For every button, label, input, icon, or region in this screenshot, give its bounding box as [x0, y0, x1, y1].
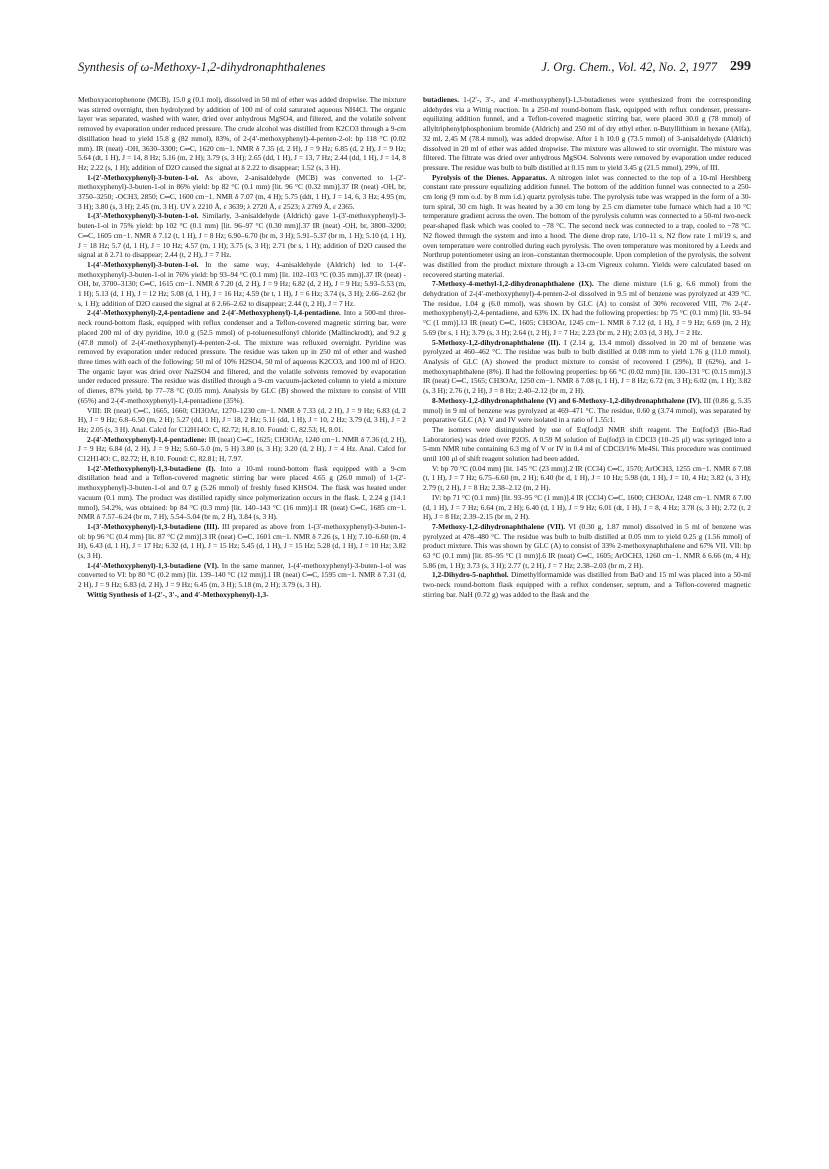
page-header: [78, 60, 751, 82]
paragraph-text: The diene mixture (1.6 g, 6.6 mmol) from the dehydration of 2-(4′-methoxyphenyl)-4-penten-2-ol dissolved in 9.5 ml of benzene was pyrolyzed at 439 °C. The residue, 1.04 g (6.0 mmol), was shown by GLC (A) to consist of 30% recovered VIII, 7% 2-(4′-methoxyphenyl)-2,4-pentadiene, and 63% IX. IX had the following properties: bp 75 °C (0.1 mm) [lit. 93–94 °C (1 mm)].13 IR (neat) C═C, 1605; CH3OAr, 1245 cm−1. NMR δ 7.12 (d, 1 H), J = 9 Hz; 6.69 (m, 2 H); 5.69 (br s, 1 H); 3.79 (s, 3 H); 2.64 (t, 2 H), J = 7 Hz; 2.23 (br m, 2 H); 2.03 (d, 3 H), J = 2 Hz.: [423, 279, 751, 337]
paragraph: [78, 435, 406, 464]
paragraph-heading: 1-(3′-Methoxyphenyl)-3-buten-1-ol.: [87, 211, 199, 221]
paragraph: [78, 522, 406, 561]
paragraph: [78, 95, 406, 173]
paragraph-text: I (2.14 g, 13.4 mmol) dissolved in 20 ml of benzene was pyrolyzed at 460–462 °C. The residue was bulb to bulb distilled at 0.08 mm to yield 1.76 g (11.0 mmol). Analysis of GLC (A) showed the product mixture to consist of recovered I (29%), II (62%), and 1-methoxynaphthalene (8%). II had the following properties: bp 66 °C (0.02 mm) [lit. 130–131 °C (0.15 mm)].3 IR (neat) C═C, 1565; CH3OAr, 1250 cm−1. NMR δ 7.08 (t, 1 H), J = 8 Hz; 6.72 (m, 3 H); 6.02 (m, 1 H); 3.82 (s, 3 H); 2.76 (t, 2 H), J = 8 Hz; 2.40–2.12 (br m, 2 H).: [423, 337, 751, 396]
paragraph-heading: 7-Methoxy-1,2-dihydronaphthalene (VII).: [432, 521, 566, 531]
paragraph-text: V: bp 70 °C (0.04 mm) [lit. 145 °C (23 mm)].2 IR (CCl4) C═C, 1570; ArOCH3, 1255 cm−1. NMR δ 7.08 (t, 1 H), J = 7 Hz; 6.75–6.60 (m, 2 H); 6.40 (br d, 1 H), J = 10 Hz; 5.98 (dt, 1 H), J = 10, 4 Hz; 3.82 (s, 3 H); 2.79 (t, 2 H), J = 8 Hz; 2.38–2.12 (m, 2 H).: [423, 463, 751, 493]
paragraph-text: Into a 500-ml three-neck round-bottom flask, equipped with reflux condenser and a Teflon-covered magnetic stirring bar, were placed 200 ml of dry pyridine, 10.0 g (52.5 mmol) of p-toluenesulfonyl chloride (Mallinckrodt), and 9.2 g (47.8 mmol) of 2-(4′-methoxyphenyl)-4-penten-2-ol. The mixture was refluxed overnight. Pyridine was removed by evaporation under reduced pressure. The residue was taken up in 250 ml of ether and washed three times with each of the following: 50 ml of 10% H2SO4, 50 ml of aqueous K2CO3, and 100 ml of H2O. The organic layer was dried over Na2SO4 and filtered, and the volatile solvents removed by evaporation under reduced pressure. The residue was distilled through a 9-cm vacuum-jacketed column to yield a mixture of dienes, 87% yield, bp 77–78 °C (0.05 mm). Analysis by GLC (B) showed the mixture to consist of VIII (65%) and 2-(4′-methoxyphenyl)-1,4-pentadiene (35%).: [78, 308, 406, 405]
paragraph: [423, 396, 751, 425]
paragraph-heading: 1-(2′-Methoxyphenyl)-3-buten-1-ol.: [87, 172, 199, 182]
paragraph: [78, 211, 406, 260]
paragraph-heading: 1-(2′-Methoxyphenyl)-1,3-butadiene (I).: [87, 463, 216, 473]
paragraph: [78, 308, 406, 405]
paragraph-text: Dimethylformamide was distilled from BaO and 15 ml was placed into a 50-ml two-neck round-bottom flask equipped with a reflux condenser, septum, and a Teflon-covered magnetic stirring bar. NaH (0.72 g) was added to the flask and the: [423, 570, 751, 599]
paragraph: [78, 173, 406, 212]
paragraph-text: VIII: IR (neat) C═C, 1665, 1660; CH3OAr, 1270–1230 cm−1. NMR δ 7.33 (d, 2 H), J = 9 Hz; 6.83 (d, 2 H), J = 9 Hz; 6.8–6.50 (m, 2 H); 5.27 (dd, 1 H), J = 18, 2 Hz; 5.11 (dd, 1 H), J = 10, 2 Hz; 3.79 (d, 3 H), J = 2 Hz; 2.05 (s, 3 H). Anal. Calcd for C12H14O: C, 82.72; H, 8.10. Found: C, 82.53; H, 8.01.: [78, 405, 406, 434]
paragraph: [423, 338, 751, 396]
paragraph-heading: 1-(4′-Methoxyphenyl)-1,3-butadiene (VI).: [87, 560, 219, 570]
paragraph-heading: 1,2-Dihydro-5-naphthol.: [432, 570, 509, 580]
paragraph-heading: 1-(3′-Methoxyphenyl)-1,3-butadiene (III).: [87, 521, 220, 531]
journal-citation: J. Org. Chem., Vol. 42, No. 2, 1977: [541, 60, 717, 74]
paragraph-heading: butadienes.: [423, 95, 459, 104]
running-title: Synthesis of ω-Methoxy-1,2-dihydronaphthalenes: [78, 60, 326, 74]
paragraph-heading: Pyrolysis of the Dienes. Apparatus.: [432, 172, 548, 182]
paragraph-text: In the same way, 4-anisaldehyde (Aldrich) led to 1-(4′-methoxyphenyl)-3-buten-1-ol in 76% yield: bp 93–94 °C (0.1 mm) [lit. 102–103 °C (0.35 mm)].37 IR (neat) -OH, br, 3700–3130; C═C, 1615 cm−1. NMR δ 7.20 (d, 2 H), J = 9 Hz; 6.82 (d, 2 H), J = 9 Hz; 5.93–5.53 (m, 1 H); 5.13 (d, 1 H), J = 12 Hz; 5.08 (d, 1 H), J = 16 Hz; 4.59 (br t, 1 H), J = 6 Hz; 3.74 (s, 3 H); 2.66–2.62 (br s, 1 H); addition of D2O caused the signal at δ 2.66–2.62 to disappear; 2.44 (t, 2 H), J = 7 Hz.: [78, 259, 406, 308]
paragraph-heading: 7-Methoxy-4-methyl-1,2-dihydronaphthalene (IX).: [432, 279, 594, 289]
paragraph: [78, 464, 406, 522]
paragraph-heading: 8-Methoxy-1,2-dihydronaphthalene (V) and 6-Methoxy-1,2-dihydronaphthalene (IV).: [432, 395, 702, 405]
paragraph-text: III (0.86 g, 5.35 mmol) in 9 ml of benzene was pyrolyzed at 469–471 °C. The residue, 0.60 g (3.74 mmol), was separated by preparative GLC (A). V and IV were isolated in a ratio of 1.55:1.: [423, 395, 751, 425]
paragraph-text: The isomers were distinguished by use of Eu(fod)3 NMR shift reagent. The Eu(fod)3 (Bio-Rad Laboratories) was dried over P2O5. A 0.59 M solution of Eu(fod)3 in CDCl3 (10–25 μl) was syringed into a 5-mm NMR tube containing 6.3 mg of V or IV in 0.4 ml of CDCl3/1% Me4Si. This procedure was continued until 100 μl of shift reagent solution had been added.: [423, 424, 751, 464]
paragraph: [78, 260, 406, 309]
paragraph-text: IR (neat) C═C, 1625; CH3OAr, 1240 cm−1. NMR δ 7.36 (d, 2 H), J = 9 Hz; 6.84 (d, 2 H), J = 9 Hz; 5.60–5.0 (m, 5 H) 3.80 (s, 3 H); 3.20 (d, 2 H), J = 4 Hz. Anal. Calcd for C12H14O: C, 82.72; H, 8.10. Found: C, 82.81; H, 7.97.: [78, 434, 406, 464]
paragraph: [423, 570, 751, 599]
body-columns: [78, 95, 751, 1145]
paragraph-heading: Wittig Synthesis of 1-(2′-, 3′-, and 4′-Methoxyphenyl)-1,3-: [87, 589, 269, 599]
paragraph-text: As above, 2-anisaldehyde (MCB) was converted to 1-(2′-methoxyphenyl)-3-buten-1-ol in 86% yield: bp 82 °C (0.1 mm) [lit. 96 °C (0.32 mm)].37 IR (neat) -OH, br, 3750–3250; -OCH3, 2850; C═C, 1600 cm−1. NMR δ 7.07 (m, 4 H); 5.75 (ddt, 1 H), J = 14, 6, 3 Hz; 4.95 (m, 3 H); 3.80 (s, 3 H); 2.45 (m, 3 H). UV λ 2210 Å, ε 3639; λ 2720 Å, ε 2523; λ 2769 Å, ε 2365.: [78, 172, 406, 211]
paragraph-text: Similarly, 3-anisaldehyde (Aldrich) gave 1-(3′-methoxyphenyl)-3-buten-1-ol in 75% yield: bp 102 °C (0.1 mm) [lit. 96–97 °C (0.30 mm)].37 IR (neat) -OH, br, 3800–3200; C═C, 1605 cm−1. NMR δ 7.12 (t, 1 H), J = 8 Hz; 6.90–6.70 (br m, 3 H); 5.91–5.37 (br m, 1 H); 5.10 (d, 1 H), J = 18 Hz; 5.7 (d, 1 H), J = 10 Hz; 4.57 (m, 1 H); 3.75 (s, 3 H); 2.71 (br s, 1 H); addition of D2O caused the signal at δ 2.71 to disappear; 2.44 (t, 2 H), J = 7 Hz.: [78, 211, 406, 260]
paragraph: [78, 406, 406, 435]
left-column: [78, 95, 406, 1145]
paragraph: [423, 425, 751, 464]
paragraph: [78, 561, 406, 590]
paragraph-text: VI (0.30 g, 1.87 mmol) dissolved in 5 ml of benzene was pyrolyzed at 478–480 °C. The residue was bulb to bulb distilled at 0.05 mm to yield 0.25 g (1.56 mmol) of product mixture. This was shown by GLC (A) to consist of 33% 2-methoxynaphthalene and 67% VII. VII: bp 63 °C (0.1 mm) [lit. 85–95 °C (1 mm)].6 IR (neat) C═C, 1605; ArOCH3, 1260 cm−1. NMR δ 6.66 (m, 4 H); 5.86 (m, 1 H); 3.73 (s, 3 H); 2.77 (t, 2 H), J = 7 Hz; 2.38–2.03 (br m, 2 H).: [423, 521, 751, 570]
paragraph-text: Methoxyacetophenone (MCB), 15.0 g (0.1 mol), dissolved in 50 ml of ether was added dropwise. The mixture was stirred overnight, then hydrolyzed by addition of 100 ml of cold saturated aqueous NH4Cl. The organic layer was separated, washed with water, dried over anhydrous MgSO4, and filtered, and the volatile solvent removed by evaporation under reduced pressure. The crude alcohol was distilled from K2CO3 through a 9-cm distillation head to yield 15.8 g (82 mmol), 83%, of 2-(4′-methoxyphenyl)-4-penten-2-ol: bp 118 °C (0.02 mm). IR (neat) -OH, 3630–3300; C═C, 1620 cm−1. NMR δ 7.35 (d, 2 H), J = 9 Hz; 6.85 (d, 2 H), J = 9 Hz; 5.64 (dt, 1 H), J = 14, 8 Hz; 5.16 (m, 2 H); 3.79 (s, 3 H); 2.65 (dd, 1 H), J = 13, 7 Hz; 2.44 (dd, 1 H), J = 14, 8 Hz; 2.22 (s, 1 H); addition of D2O caused the signal at δ 2.22 to disappear; 1.52 (s, 3 H).: [78, 95, 406, 172]
paragraph: [423, 493, 751, 522]
paragraph-text: In the same manner, 1-(4′-methoxyphenyl)-3-buten-1-ol was converted to VI: bp 80 °C (0.2 mm) [lit. 139–140 °C (12 mm)].1 IR (neat) C═C, 1595 cm−1. NMR δ 7.31 (d, 2 H), J = 9 Hz; 6.83 (d, 2 H), J = 9 Hz; 6.45 (m, 3 H); 5.18 (m, 2 H); 3.79 (s, 3 H).: [78, 560, 406, 590]
paragraph: [423, 173, 751, 280]
paragraph-text: 1-(2′-, 3′-, and 4′-methoxyphenyl)-1,3-butadienes were synthesized from the corresponding aldehydes via a Wittig reaction. In a 250-ml round-bottom flask, equipped with reflux condenser, pressure-equilizing addition funnel, and a Teflon-covered magnetic stirring bar, were placed 30.0 g (78 mmol) of allyltriphenylphosphonium bromide (Aldrich) and 250 ml of dry ethyl ether. n-Butyllithium in hexane (Alfa), 32 ml, 2.45 M (78.4 mmol), was added dropwise. After 1 h 10.0 g (73.5 mmol) of 3-anisaldehyde (Aldrich) dissolved in 20 ml of ether was added dropwise. The mixture was allowed to stir overnight. The mixture was filtered. The filtrate was dried over anhydrous MgSO4. Solvents were removed by evaporation under reduced pressure. The residue was bulb to bulb distilled at 0.15 mm to yield 3.45 g (21.5 mmol), 29%, of III.: [423, 95, 751, 172]
right-column: [423, 95, 751, 1145]
paragraph: [78, 590, 406, 600]
paragraph-heading: 1-(4′-Methoxyphenyl)-3-buten-1-ol.: [87, 259, 199, 269]
paragraph-heading: 5-Methoxy-1,2-dihydronaphthalene (II).: [432, 337, 561, 347]
paragraph-text: IV: bp 71 °C (0.1 mm) [lit. 93–95 °C (1 mm)].4 IR (CCl4) C═C, 1600; CH3OAr, 1248 cm−1. NMR δ 7.00 (d, 1 H), J = 7 Hz; 6.64 (m, 2 H); 6.40 (d, 1 H), J = 9 Hz; 6.01 (dt, 1 H), J = 8, 4 Hz; 3.78 (s, 3 H); 2.72 (t, 2 H), J = 8 Hz; 2.39–2.15 (br m, 2 H).: [423, 492, 751, 522]
paragraph-text: A nitrogen inlet was connected to the top of a 10-ml Hershberg constant rate pressure equalizing addition funnel. The bottom of the addition funnel was connected to a 250-cm long (9 mm o.d. by 8 mm i.d.) quartz pyrolysis tube. The pyrolysis tube was wrapped in the form of a 30-turn spiral, 30 cm high. It was heated by a 30 cm long by 2.5 cm diameter tube furnace which had a 10 °C temperature gradient across the oven. The bottom of the pyrolysis column was connected to a 50-ml two-neck pear-shaped flask which was cooled to −78 °C. The second neck was connected to a trap, cooled to −78 °C. N2 flowed through the system and into a hood. The diene drop rate, 1/10–11 s, N2 flow rate 1 ml/19 s, and oven temperature were controlled during each pyrolysis. The oven temperature was monitored by a Leeds and Northrup potentiometer using an iron–constantan thermocouple. Upon completion of the pyrolysis, the solvent was distilled from the product mixture through a 13-cm Vigreux column. Yields were calculated based on recovered starting material.: [423, 172, 751, 279]
paragraph: [423, 279, 751, 337]
paragraph: [423, 464, 751, 493]
paragraph-text: Into a 10-ml round-bottom flask equipped with a 9-cm distillation head and a Teflon-covered magnetic stirring bar were placed 4.65 g (26.0 mmol) of 1-(2′-methoxyphenyl)-3-buten-1-ol and 0.7 g (5.26 mmol) of freshly fused KHSO4. The flask was heated under vacuum (0.1 mm). The product was distilled rapidly since polymerization occurs in the flask. I, 2.24 g (14.1 mmol), 54.2%, was obtained: bp 84 °C (0.3 mm) [lit. 140–143 °C (16 mm)].1 IR (neat) C═C, 1685 cm−1. NMR δ 7.57–6.24 (br m, 7 H), 5.54–5.04 (br m, 2 H), 3.84 (s, 3 H).: [78, 463, 406, 522]
page-number: 299: [730, 59, 751, 74]
paragraph: [423, 95, 751, 173]
paragraph-heading: 2-(4′-Methoxyphenyl)-2,4-pentadiene and 2-(4′-Methoxyphenyl)-1,4-pentadiene.: [87, 308, 341, 318]
paragraph-text: III prepared as above from 1-(3′-methoxyphenyl)-3-buten-1-ol: bp 96 °C (0.4 mm) [lit. 87 °C (2 mm)].3 IR (neat) C═C, 1601 cm−1. NMR δ 7.26 (s, 1 H); 7.10–6.60 (m, 4 H), 6.43 (d, 1 H), J = 17 Hz; 6.32 (d, 1 H), J = 15 Hz; 5.45 (d, 1 H), J = 15 Hz; 5.28 (d, 1 H), J = 10 Hz; 3.82 (s, 3 H).: [78, 521, 406, 561]
paragraph-heading: 2-(4′-Methoxyphenyl)-1,4-pentadiene:: [87, 434, 207, 444]
paragraph: [423, 522, 751, 571]
